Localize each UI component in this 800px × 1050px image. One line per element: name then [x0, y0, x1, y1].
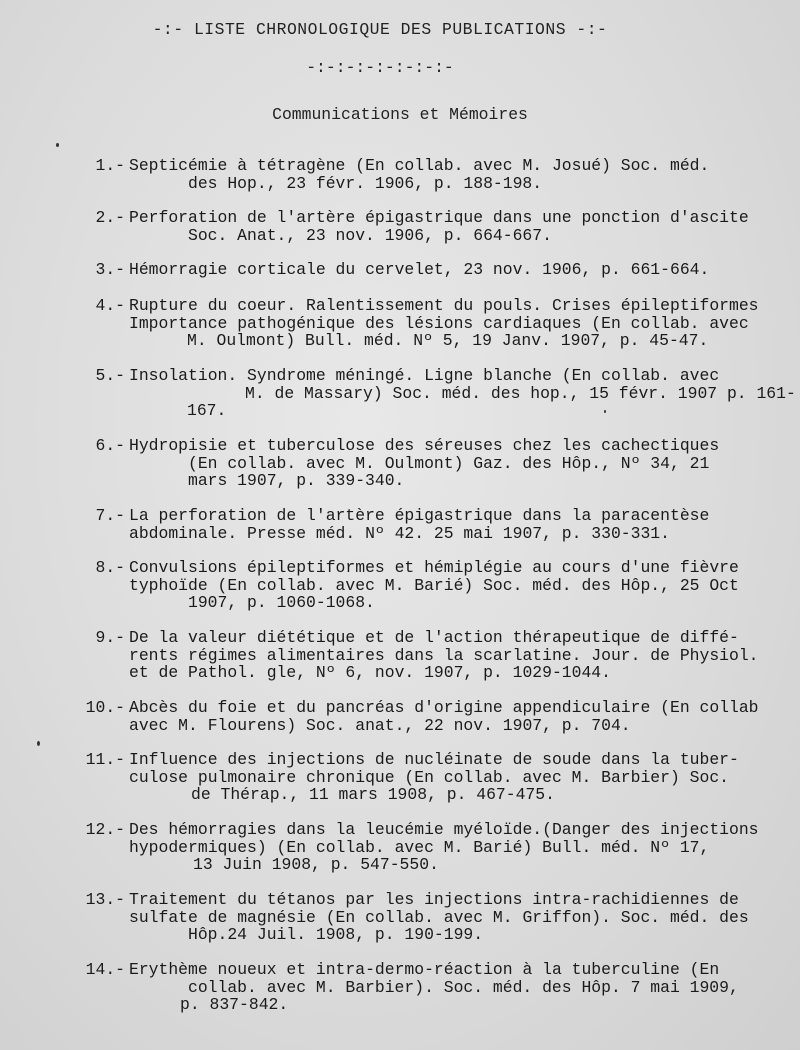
- entry-number: 5.-: [95, 366, 125, 385]
- document-title: -:- LISTE CHRONOLOGIQUE DES PUBLICATIONS -:-: [152, 20, 608, 39]
- entry-text-line: (En collab. avec M. Oulmont) Gaz. des Hôp., Nº 34, 21: [188, 453, 710, 473]
- entry-text-line: sulfate de magnésie (En collab. avec M. Griffon). Soc. méd. des: [129, 907, 749, 927]
- publication-entry: [0, 630, 800, 687]
- entry-text-line: de Thérap., 11 mars 1908, p. 467-475.: [191, 785, 555, 805]
- entry-number: 11.-: [85, 750, 125, 769]
- entry-text-line: Soc. Anat., 23 nov. 1906, p. 664-667.: [188, 225, 552, 245]
- entry-text-line: M. Oulmont) Bull. méd. Nº 5, 19 Janv. 1907, p. 45-47.: [187, 331, 709, 351]
- entry-text-line: Influence des injections de nucléinate de soude dans la tuber-: [129, 750, 739, 769]
- entry-text-line: La perforation de l'artère épigastrique dans la paracentèse: [129, 506, 710, 525]
- entry-number: 12.-: [85, 820, 125, 839]
- entry-number: 14.-: [85, 960, 125, 979]
- paper-speck: [56, 143, 59, 147]
- entry-text-line: des Hop., 23 févr. 1906, p. 188-198.: [188, 173, 543, 193]
- entry-number: 6.-: [95, 436, 125, 455]
- entry-text-line: typhoïde (En collab. avec M. Barié) Soc. méd. des Hôp., 25 Oct: [129, 575, 739, 595]
- entry-text-line: M. de Massary) Soc. méd. des hop., 15 févr. 1907 p. 161-: [245, 383, 796, 403]
- entry-text-line: 1907, p. 1060-1068.: [188, 593, 375, 613]
- entry-text-line: Traitement du tétanos par les injections intra-rachidiennes de: [129, 890, 739, 909]
- entry-text-line: collab. avec M. Barbier). Soc. méd. des Hôp. 7 mai 1909,: [188, 977, 739, 997]
- entry-text-line: Rupture du coeur. Ralentissement du pouls. Crises épileptiformes: [129, 296, 759, 315]
- publication-entry: [0, 700, 800, 739]
- paper-speck: [604, 410, 606, 413]
- publication-entry: [0, 822, 800, 879]
- entry-text-line: abdominale. Presse méd. Nº 42. 25 mai 1907, p. 330-331.: [129, 523, 670, 543]
- entry-text-line: Des hémorragies dans la leucémie myéloïde.(Danger des injections: [129, 820, 759, 839]
- publication-entry: [0, 262, 800, 284]
- publication-entry: [0, 508, 800, 547]
- publication-entry: [0, 892, 800, 949]
- publication-entry: [0, 752, 800, 809]
- entry-text-line: avec M. Flourens) Soc. anat., 22 nov. 1907, p. 704.: [129, 715, 631, 735]
- publication-entry: [0, 158, 800, 197]
- entry-number: 10.-: [85, 698, 125, 717]
- entry-text-line: et de Pathol. gle, Nº 6, nov. 1907, p. 1029-1044.: [129, 663, 611, 683]
- entry-text-line: Hôp.24 Juil. 1908, p. 190-199.: [188, 925, 484, 945]
- entry-text-line: De la valeur diététique et de l'action thérapeutique de diffé-: [129, 628, 739, 647]
- publication-entry: [0, 560, 800, 617]
- entry-text-line: hypodermiques) (En collab. avec M. Barié) Bull. méd. Nº 17,: [129, 837, 710, 857]
- entry-text-line: Erythème noueux et intra-dermo-réaction à la tuberculine (En: [129, 960, 720, 979]
- publication-entry: [0, 438, 800, 495]
- entry-text-line: Abcès du foie et du pancréas d'origine appendiculaire (En collab: [129, 698, 759, 717]
- entry-number: 8.-: [95, 558, 125, 577]
- entry-text-line: Convulsions épileptiformes et hémiplégie au cours d'une fièvre: [129, 558, 739, 577]
- section-heading: Communications et Mémoires: [272, 105, 528, 124]
- publication-entry: [0, 368, 800, 425]
- entry-text-line: 167.: [187, 401, 227, 421]
- entry-number: 9.-: [95, 628, 125, 647]
- entry-text-line: p. 837-842.: [180, 995, 289, 1015]
- entry-text-line: Hémorragie corticale du cervelet, 23 nov. 1906, p. 661-664.: [129, 260, 710, 279]
- entry-number: 4.-: [95, 296, 125, 315]
- entry-number: 3.-: [95, 260, 125, 279]
- entry-text-line: culose pulmonaire chronique (En collab. avec M. Barbier) Soc.: [129, 767, 729, 787]
- paper-speck: [37, 741, 40, 746]
- entry-number: 13.-: [85, 890, 125, 909]
- title-divider: -:-:-:-:-:-:-:-: [306, 58, 454, 77]
- publication-entry: [0, 962, 800, 1019]
- entry-text-line: rents régimes alimentaires dans la scarlatine. Jour. de Physiol.: [129, 645, 759, 665]
- publication-entry: [0, 210, 800, 249]
- entry-number: 2.-: [95, 208, 125, 227]
- entry-number: 7.-: [95, 506, 125, 525]
- publication-entry: [0, 298, 800, 355]
- entry-text-line: Insolation. Syndrome méningé. Ligne blanche (En collab. avec: [129, 366, 720, 385]
- entry-text-line: Perforation de l'artère épigastrique dans une ponction d'ascite: [129, 208, 749, 227]
- entry-text-line: Septicémie à tétragène (En collab. avec M. Josué) Soc. méd.: [129, 156, 710, 175]
- entry-text-line: 13 Juin 1908, p. 547-550.: [193, 855, 439, 875]
- entry-text-line: Importance pathogénique des lésions cardiaques (En collab. avec: [129, 313, 749, 333]
- entry-number: 1.-: [95, 156, 125, 175]
- entry-text-line: Hydropisie et tuberculose des séreuses chez les cachectiques: [129, 436, 720, 455]
- entry-text-line: mars 1907, p. 339-340.: [188, 471, 405, 491]
